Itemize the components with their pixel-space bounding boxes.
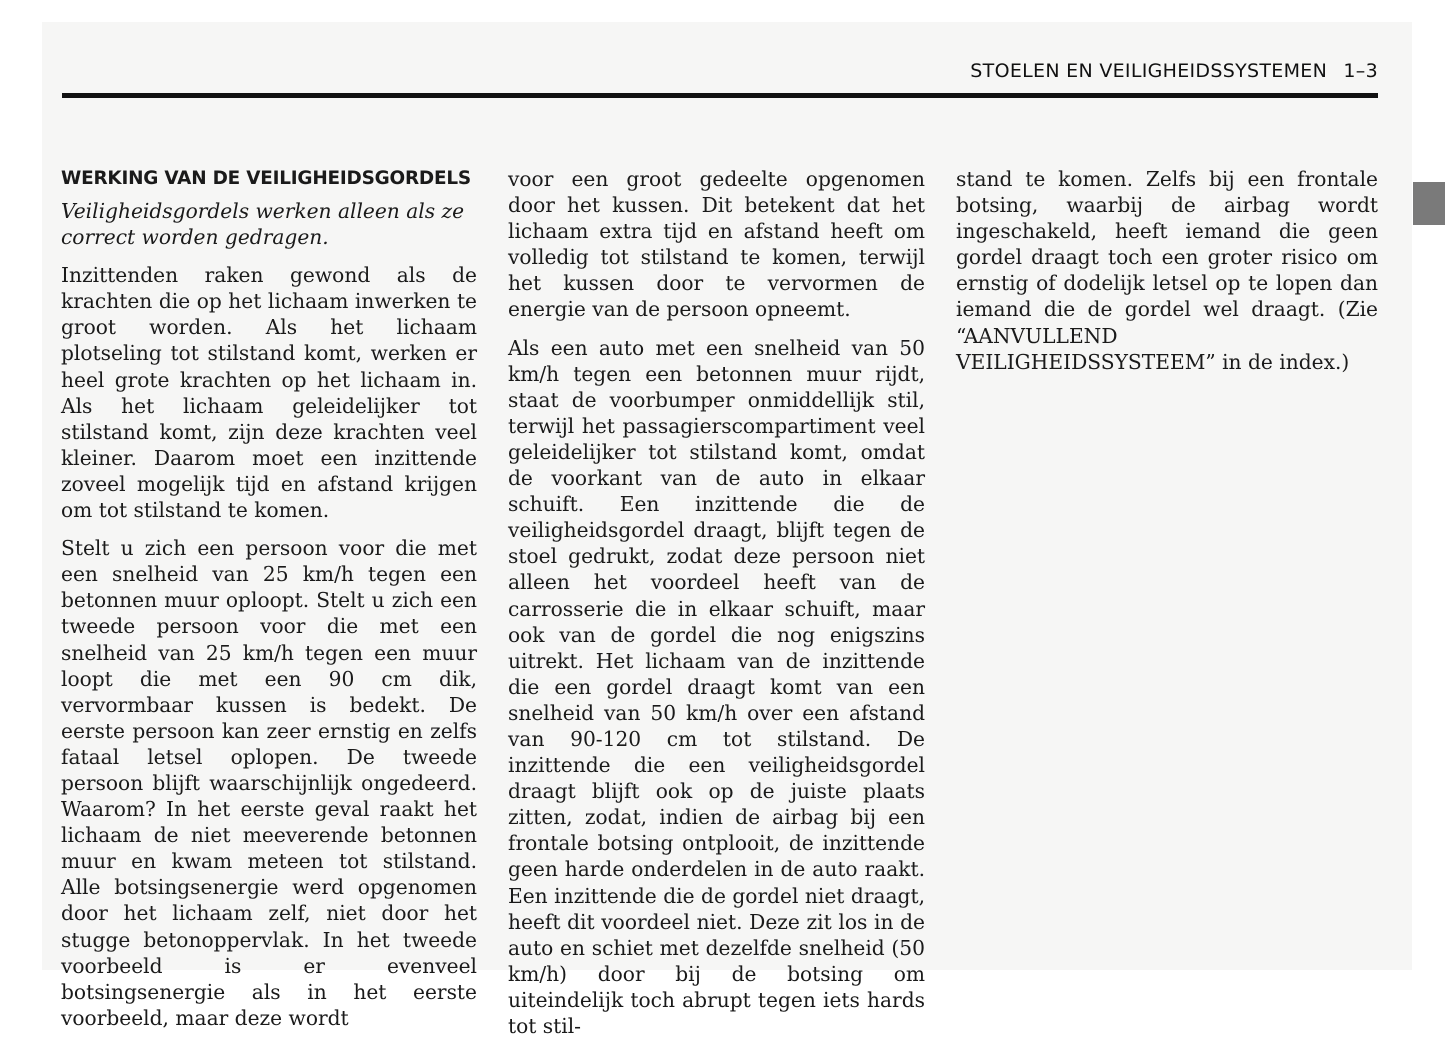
text-column-2 [508,166,925,1051]
paragraph: Als een auto met een snelheid van 50 km/h tegen een betonnen muur rijdt, staat de voorbumper onmiddellijk stil, terwijl het passagierscompartiment veel geleidelijker tot stilstand komt, omdat de voorkant van de auto in elkaar schuift. Een inzittende die de veiligheidsgordel draagt, blijft tegen de stoel gedrukt, zodat deze persoon niet alleen het voordeel heeft van de carrosserie die in elkaar schuift, maar ook van de gordel die nog enigszins uitrekt. Het lichaam van de inzittende die een gordel draagt komt van een snelheid van 50 km/h over een afstand van 90-120 cm tot stilstand. De inzittende die een veiligheidsgordel draagt blijft ook op de juiste plaats zitten, zodat, indien de airbag bij een frontale botsing ontplooit, de inzittende geen harde onderdelen in de auto raakt. Een inzittende die de gordel niet draagt, heeft dit voordeel niet. Deze zit los in de auto en schiet met dezelfde snelheid (50 km/h) door bij de botsing om uiteindelijk toch abrupt tegen iets hards tot stil- [508,335,925,1038]
header-rule [62,93,1378,98]
section-heading: WERKING VAN DE VEILIGHEIDSGORDELS [61,168,471,189]
paragraph: Inzittenden raken gewond als de krachten die op het lichaam inwerken te groot worden. Als het lichaam plotseling tot stilstand komt, werken er heel grote krachten op het lichaam in. Als het lichaam geleidelijker tot stilstand komt, zijn deze krachten veel kleiner. Daarom moet een inzittende zoveel mogelijk tijd en afstand krijgen om tot stilstand te komen. [61,263,477,523]
text-column-3 [956,166,1378,387]
page-number: 1–3 [1343,60,1378,82]
paragraph: voor een groot gedeelte opgenomen door het kussen. Dit betekent dat het lichaam extra tijd en afstand heeft om volledig tot stilstand te komen, terwijl het kussen door te vervormen de energie van de persoon opneemt. [508,167,925,322]
section-intro: Veiligheidsgordels werken alleen als ze correct worden gedragen. [61,199,465,250]
chapter-tab-marker [1413,182,1445,225]
paragraph: stand te komen. Zelfs bij een frontale botsing, waarbij de airbag wordt ingeschakeld, heeft iemand die geen gordel draagt toch een groter risico om ernstig of dodelijk letsel op te lopen dan iemand die de gordel wel draagt. (Zie “AANVULLEND VEILIGHEIDSSYSTEEM” in de index.) [956,167,1378,374]
paragraph: Stelt u zich een persoon voor die met een snelheid van 25 km/h tegen een betonnen muur oploopt. Stelt u zich een tweede persoon voor die met een snelheid van 25 km/h tegen een muur loopt die met een 90 cm dik, vervormbaar kussen is bedekt. De eerste persoon kan zeer ernstig en zelfs fataal letsel oplopen. De tweede persoon blijft waarschijnlijk ongedeerd. Waarom? In het eerste geval raakt het lichaam de niet meeverende betonnen muur en kwam meteen tot stilstand. Alle botsingsenergie werd opgenomen door het lichaam zelf, niet door het stugge betonoppervlak. In het tweede voorbeeld is er evenveel botsingsenergie als in het eerste voorbeeld, maar deze wordt [61,536,477,1030]
header-title: STOELEN EN VEILIGHEIDSSYSTEMEN [970,60,1328,82]
text-column-1 [61,166,477,1043]
page-header [958,60,1378,82]
